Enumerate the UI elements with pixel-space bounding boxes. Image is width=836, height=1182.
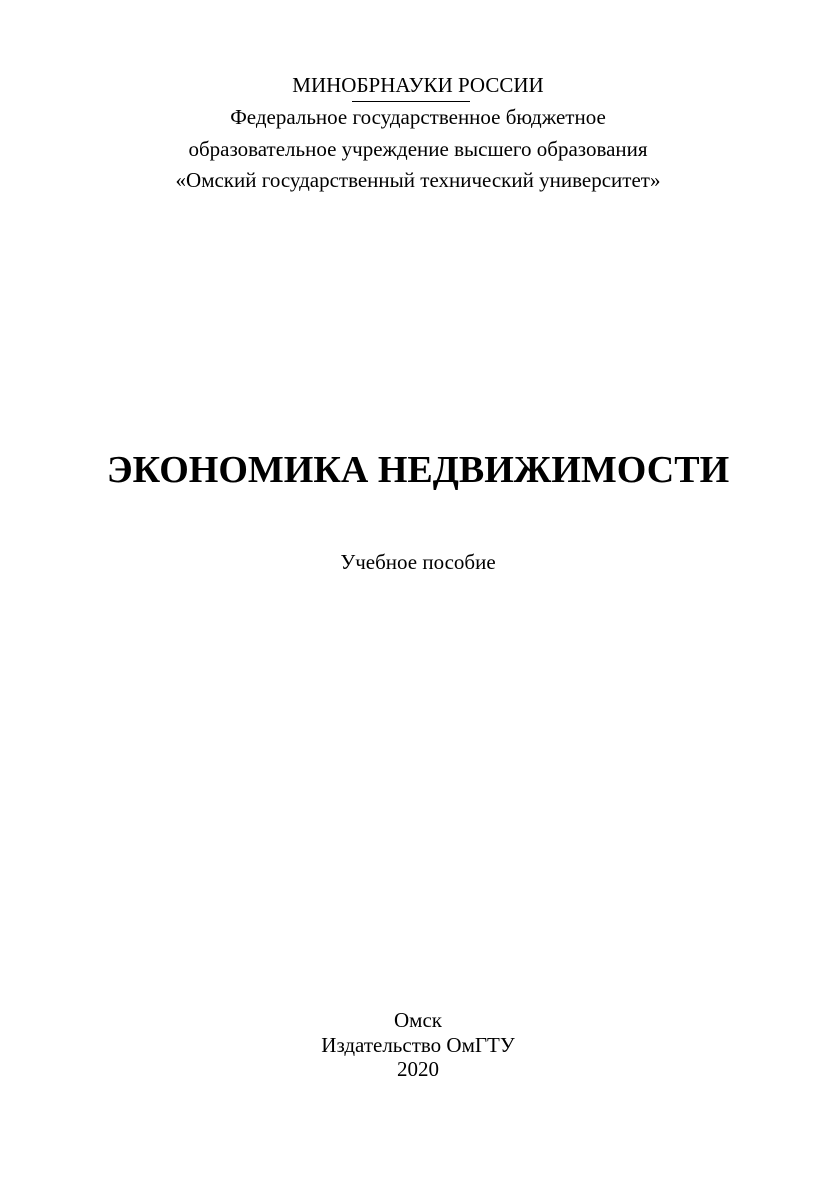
document-title: ЭКОНОМИКА НЕДВИЖИМОСТИ [106, 449, 730, 491]
institution-line-3: «Омский государственный технический университет» [175, 168, 661, 192]
imprint-publisher: Издательство ОмГТУ [321, 1033, 515, 1057]
institution-line-2: образовательное учреждение высшего образования [188, 137, 648, 161]
document-subtitle: Учебное пособие [340, 550, 496, 574]
ministry-line: МИНОБРНАУКИ РОССИИ [292, 73, 544, 97]
header-divider [352, 101, 470, 102]
imprint-city: Омск [394, 1008, 442, 1032]
imprint-year: 2020 [397, 1057, 439, 1081]
institution-line-1: Федеральное государственное бюджетное [230, 105, 606, 129]
